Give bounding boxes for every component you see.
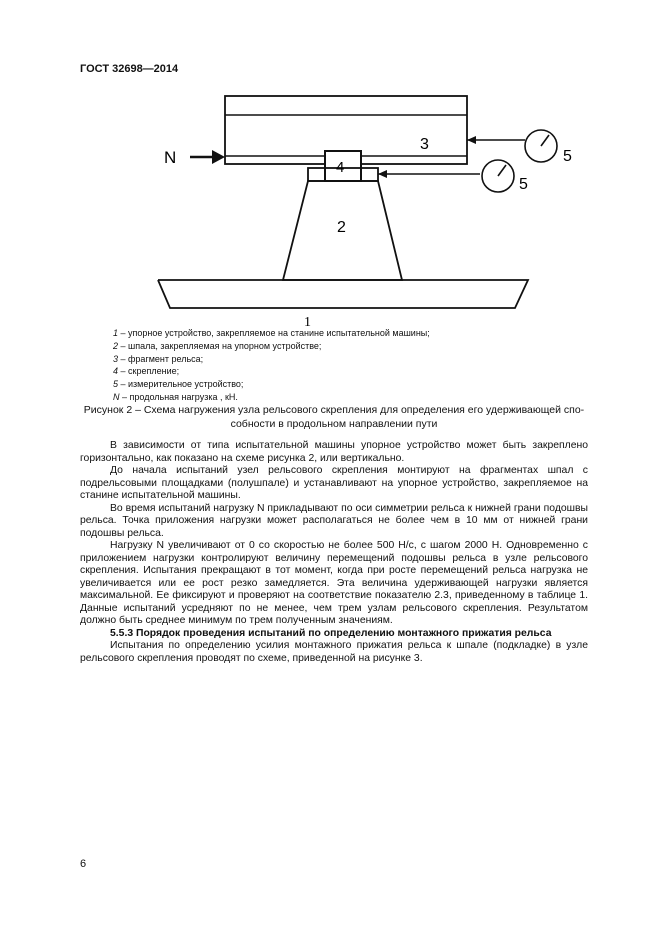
section-heading: 5.5.3 Порядок проведения испытаний по определению монтажного прижатия рельса [110, 627, 552, 639]
thrust-device-base [158, 280, 528, 308]
paragraph: Во время испытаний нагрузку N прикладывают по оси симметрии рельса к нижней грани подошвы рельса. Точка приложения нагрузки может располагаться не более чем в 10 мм от нижней грани подошвы рельса. [80, 502, 588, 539]
legend-text: – фрагмент рельса; [118, 353, 204, 364]
label-3: 3 [420, 136, 429, 153]
gauge-lower-arrowhead [378, 170, 387, 178]
page-number: 6 [80, 858, 87, 870]
gauge-upper-arrowhead [467, 136, 476, 144]
label-5-top: 5 [563, 148, 572, 165]
label-n: N [164, 148, 177, 167]
legend-num: 5 [113, 379, 119, 390]
legend-item [113, 378, 430, 391]
legend-item [113, 391, 430, 404]
caption-line-1: Рисунок 2 – Схема нагружения узла рельсового скрепления для определения его удерживающей спо- [83, 404, 585, 416]
legend-item [113, 340, 430, 353]
label-4: 4 [336, 159, 345, 176]
paragraph: До начала испытаний узел рельсового скрепления монтируют на фрагментах шпал с подрельсовыми площадками (полушпале) и устанавливают на упорное устройство, закрепляемое на станине испытательной машины. [80, 465, 588, 501]
legend-text: – измерительное устройство; [118, 379, 244, 390]
label-5-bottom: 5 [519, 176, 528, 193]
label-1: 1 [304, 315, 311, 328]
legend-text: – шпала, закрепляемая на упорном устройстве; [118, 340, 322, 351]
legend-num: 4 [113, 366, 119, 377]
label-2: 2 [337, 219, 346, 236]
paragraph: Испытания по определению усилия монтажного прижатия рельса к шпале (подкладке) в узле рельсового скрепления проводят по схеме, приведенной на рисунке 3. [80, 640, 588, 664]
loading-scheme-figure [150, 88, 590, 328]
load-arrow-head [212, 150, 225, 164]
legend-text: – скрепление; [118, 366, 180, 377]
paragraph: В зависимости от типа испытательной машины упорное устройство может быть закреплено горизонтально, как показано на схеме рисунка 2, или вертикально. [80, 440, 588, 464]
figure-caption [80, 404, 588, 431]
legend-num: 3 [113, 353, 119, 364]
body-text [80, 440, 588, 665]
document-header: ГОСТ 32698—2014 [80, 63, 179, 75]
paragraph: Нагрузку N увеличивают от 0 со скоростью не более 500 Н/с, с шагом 2000 Н. Одновременно с приложением нагрузки контролируют величину перемещений подошвы рельса в узле рельсового скрепления. Испытания прекращают в тот момент, когда при росте перемещений рельса нагрузка не увеличивается или ее рост резко замедляется. Эта величина удерживающей нагрузки является максимальной. Ее фиксируют и проверяют на соответствие показателю 2.3, приведенному в таблице 1. Данные испытаний усредняют по не менее, чем трем узлам рельсового скрепления. Результатом должно быть среднее минимум по трем полученным значениям. [80, 540, 588, 626]
legend-item [113, 353, 430, 366]
legend-item [113, 365, 430, 378]
loading-scheme-diagram [150, 88, 590, 328]
figure-legend [113, 327, 430, 404]
legend-num: 2 [113, 340, 119, 351]
legend-text: – упорное устройство, закрепляемое на станине испытательной машины; [118, 328, 430, 338]
legend-item [113, 327, 430, 340]
caption-line-2: собности в продольном направлении пути [230, 417, 438, 430]
legend-num: 1 [113, 328, 119, 338]
legend-num: N [113, 391, 120, 402]
legend-text: – продольная нагрузка , кН. [119, 391, 238, 402]
